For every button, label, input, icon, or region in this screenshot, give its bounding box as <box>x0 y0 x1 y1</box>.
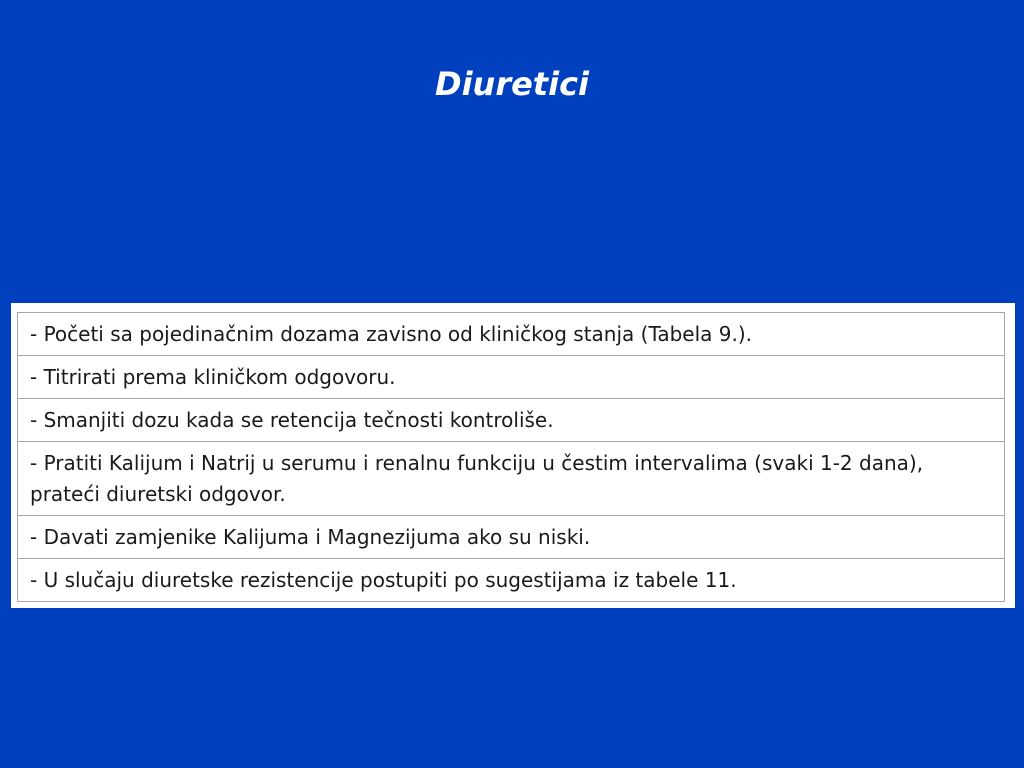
guidelines-table <box>17 312 1005 602</box>
table-row <box>18 356 1005 399</box>
guideline-cell: - Početi sa pojedinačnim dozama zavisno od kliničkog stanja (Tabela 9.). <box>18 313 1005 356</box>
table-row <box>18 399 1005 442</box>
guideline-cell: - Titrirati prema kliničkom odgovoru. <box>18 356 1005 399</box>
slide-title: Diuretici <box>435 65 589 103</box>
guideline-cell: - U slučaju diuretske rezistencije postupiti po sugestijama iz tabele 11. <box>18 559 1005 602</box>
table-row <box>18 559 1005 602</box>
table-row <box>18 516 1005 559</box>
table-row <box>18 442 1005 516</box>
guideline-cell: - Smanjiti dozu kada se retencija tečnosti kontroliše. <box>18 399 1005 442</box>
table-row <box>18 313 1005 356</box>
guidelines-table-panel <box>11 303 1015 608</box>
guideline-cell: - Davati zamjenike Kalijuma i Magnezijuma ako su niski. <box>18 516 1005 559</box>
guideline-cell: - Pratiti Kalijum i Natrij u serumu i renalnu funkciju u čestim intervalima (svaki 1-2 dana), prateći diuretski odgovor. <box>18 442 1005 516</box>
